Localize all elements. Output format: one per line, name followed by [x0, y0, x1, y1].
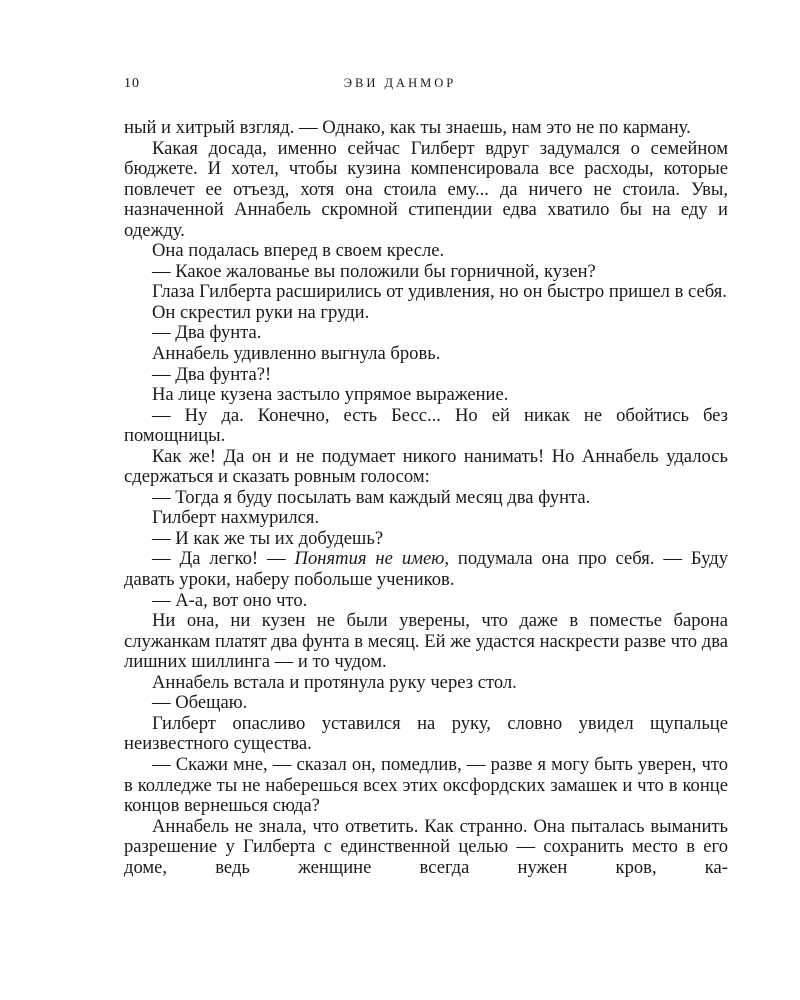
paragraph: — Тогда я буду посылать вам каждый месяц два фунта. — [152, 486, 591, 508]
paragraph: — Ну да. Конечно, есть Бесс... Но ей никак не обойтись без помощницы. — [124, 404, 728, 447]
paragraph: Он скрестил руки на груди. — [152, 301, 370, 323]
running-title: ЭВИ ДАНМОР — [343, 76, 457, 90]
paragraph: На лице кузена застыло упрямое выражение. — [152, 384, 509, 406]
paragraph-text: — Да легко! — — [152, 548, 295, 570]
paragraph: Гилберт опасливо уставился на руку, словно увидел щупальце неизвестного существа. — [124, 712, 728, 755]
paragraph: Как же! Да он и не подумает никого нанимать! Но Аннабель удалось сдержаться и сказать ровным голосом: — [124, 445, 728, 488]
paragraph: Ни она, ни кузен не были уверены, что даже в поместье барона служанкам платят два фунта в месяц. Ей же удастся наскрести разве что два лишних шиллинга — и то чудом. — [124, 610, 728, 673]
paragraph: — Два фунта?! — [152, 363, 272, 385]
paragraph: ный и хитрый взгляд. — Однако, как ты знаешь, нам это не по карману. — [124, 117, 691, 138]
paragraph: Аннабель удивленно выгнула бровь. — [152, 343, 441, 365]
paragraph: Глаза Гилберта расширились от удивления, но он быстро пришел в себя. — [152, 281, 727, 303]
body-text — [124, 118, 728, 878]
paragraph: — И как же ты их добудешь? — [152, 527, 384, 549]
italic-thought: Понятия не имею, — [294, 548, 449, 570]
paragraph-text: подумала она про себя. — Буду давать уроки, наберу побольше учеников. — [124, 548, 728, 591]
paragraph: Аннабель не знала, что ответить. Как странно. Она пыталась выманить разрешение у Гилберта с единственной целью — сохранить место в его доме, ведь женщине всегда нужен кров, ка- — [124, 815, 728, 878]
paragraph: — Два фунта. — [152, 322, 262, 344]
paragraph: Аннабель встала и протянула руку через стол. — [152, 671, 517, 693]
paragraph: — Обещаю. — [152, 692, 248, 714]
page-number: 10 — [124, 76, 140, 91]
paragraph: Гилберт нахмурился. — [152, 507, 320, 529]
paragraph: — Скажи мне, — сказал он, помедлив, — разве я могу быть уверен, что в колледже ты не наберешься всех этих оксфордских замашек и что в конце концов вернешься сюда? — [124, 753, 728, 817]
paragraph: Какая досада, именно сейчас Гилберт вдруг задумался о семейном бюджете. И хотел, чтобы кузина компенсировала все расходы, которые повлечет ее отъезд, хотя она стоила ему... да ничего не стоила. Увы, назначенной Аннабель скромной стипендии едва хватило бы на еду и одежду. — [124, 137, 728, 241]
running-head — [124, 76, 676, 96]
paragraph: — Какое жалованье вы положили бы горничной, кузен? — [152, 260, 596, 282]
paragraph: Она подалась вперед в своем кресле. — [152, 240, 445, 262]
paragraph: — А-а, вот оно что. — [152, 589, 308, 611]
paragraph — [124, 549, 728, 590]
